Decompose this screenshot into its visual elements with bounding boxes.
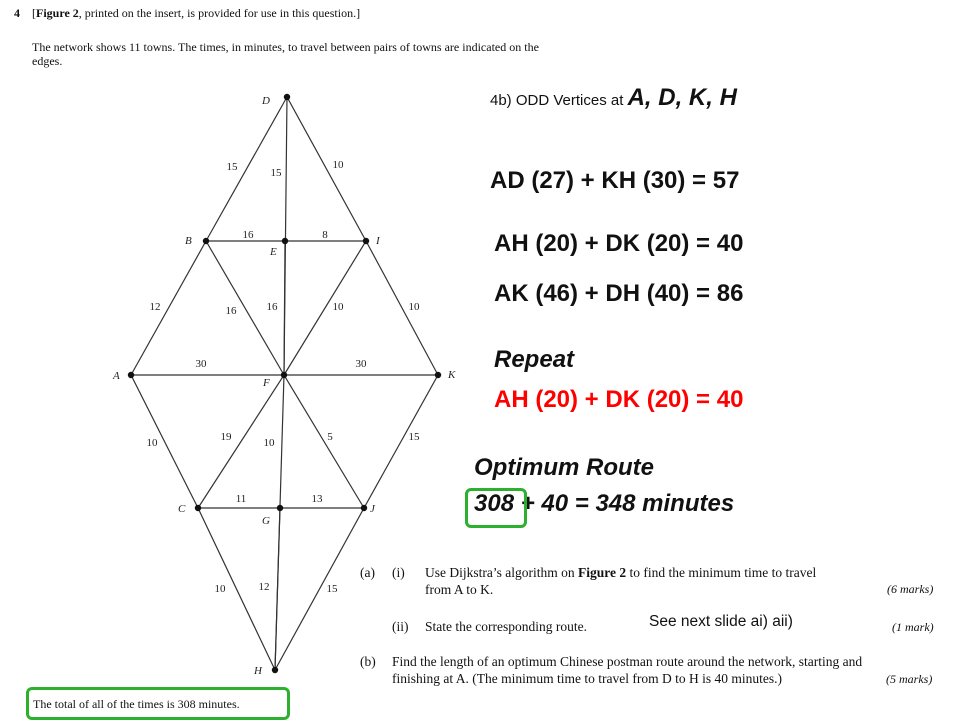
edge-weight-c-g: 11 [235, 493, 247, 505]
edge-e-f [284, 241, 285, 375]
optimum-route-label: Optimum Route [474, 454, 654, 481]
edge-weight-b-f: 16 [225, 305, 237, 317]
odd-vertices-line [490, 84, 737, 112]
edge-j-h [275, 508, 364, 670]
node-e [282, 238, 288, 244]
edge-i-k [366, 241, 438, 375]
part-b-text-1: Find the length of an optimum Chinese postman route around the network, starting and [392, 654, 863, 669]
repeat-label: Repeat [494, 346, 575, 373]
node-b [203, 238, 209, 244]
odd-vertices-list: A, D, K, H [627, 84, 737, 111]
edge-weight-d-b: 15 [226, 161, 238, 173]
node-i [363, 238, 369, 244]
edge-weight-f-j: 5 [327, 431, 333, 443]
total-note-highlight-box [26, 687, 290, 720]
edge-weight-b-e: 16 [242, 229, 254, 241]
edge-g-h [275, 508, 280, 670]
part-ai-figure-ref: Figure 2 [577, 565, 627, 580]
part-aii-text: State the corresponding route. [425, 619, 587, 634]
part-ai-label: (i) [392, 565, 405, 580]
node-d [284, 94, 290, 100]
repeat-pairing: AH (20) + DK (20) = 40 [494, 386, 744, 413]
edge-weight-j-h: 15 [326, 583, 338, 595]
edge-weight-f-h: 10 [263, 437, 275, 449]
edge-weight-d-i: 10 [332, 159, 344, 171]
node-label-g: G [262, 515, 270, 527]
pairing-1: AD (27) + KH (30) = 57 [490, 167, 740, 194]
total-times-note: The total of all of the times is 308 minutes. [33, 697, 240, 711]
part-ai-marks: (6 marks) [887, 582, 934, 596]
header-rest: , printed on the insert, is provided for use in this question.] [78, 6, 361, 20]
edge-weight-g-j: 13 [311, 493, 323, 505]
header-prefix: [ [32, 6, 36, 20]
optimum-rest: + 40 = 348 minutes [514, 490, 735, 517]
node-label-f: F [263, 377, 270, 389]
optimum-total: 308 [474, 490, 515, 517]
node-label-a: A [113, 370, 120, 382]
edge-f-j [284, 375, 364, 508]
part-b-marks: (5 marks) [886, 672, 933, 686]
edge-weight-i-k: 10 [408, 301, 420, 313]
edge-k-j [364, 375, 438, 508]
node-label-i: I [376, 235, 380, 247]
node-j [361, 505, 367, 511]
part-aii-marks: (1 mark) [892, 620, 934, 634]
edge-d-i [287, 97, 366, 241]
part-ai-text [425, 565, 816, 581]
edge-weight-a-f: 30 [195, 358, 207, 370]
edge-weight-f-c: 19 [220, 431, 232, 443]
part-ai-text-3: from A to K. [425, 582, 494, 597]
node-h [272, 667, 278, 673]
part-ai-text-1: Use Dijkstra’s algorithm on [425, 565, 578, 580]
total-highlight-box [465, 488, 527, 528]
node-label-d: D [262, 95, 270, 107]
edge-weight-e-i: 8 [322, 229, 328, 241]
pairing-2: AH (20) + DK (20) = 40 [494, 230, 744, 257]
node-label-b: B [185, 235, 192, 247]
node-k [435, 372, 441, 378]
node-c [195, 505, 201, 511]
part-a-label: (a) [360, 565, 375, 580]
part-aii-label: (ii) [392, 619, 409, 634]
odd-vertices-prefix: 4b) ODD Vertices at [490, 92, 628, 109]
part-ai-text-2: to find the minimum time to travel [626, 565, 817, 580]
part-b-text-2: finishing at A. (The minimum time to travel from D to H is 40 minutes.) [392, 671, 782, 686]
edge-weight-e-f: 16 [266, 301, 278, 313]
edge-weight-b-a: 12 [149, 301, 161, 313]
header-figure-ref: Figure 2 [36, 6, 79, 20]
edge-weight-i-f: 10 [332, 301, 344, 313]
node-label-k: K [448, 369, 456, 381]
node-label-e: E [270, 246, 277, 258]
edge-weight-a-c: 10 [146, 437, 158, 449]
pairing-3: AK (46) + DH (40) = 86 [494, 280, 744, 307]
node-label-c: C [178, 503, 186, 515]
node-g [277, 505, 283, 511]
node-label-j: J [370, 503, 375, 515]
edge-i-f [284, 241, 366, 375]
edge-weight-f-k: 30 [355, 358, 367, 370]
edge-weight-c-h: 10 [214, 583, 226, 595]
edge-weight-d-f: 15 [270, 167, 282, 179]
question-number: 4 [14, 6, 20, 20]
edge-b-a [131, 241, 206, 375]
question-intro: The network shows 11 towns. The times, in minutes, to travel between pairs of towns are indicated on the edges. [32, 40, 539, 68]
edge-weight-k-j: 15 [408, 431, 420, 443]
node-f [281, 372, 287, 378]
node-a [128, 372, 134, 378]
edge-a-c [131, 375, 198, 508]
edge-weight-g-h: 12 [258, 581, 270, 593]
part-b-label: (b) [360, 654, 376, 669]
node-label-h: H [254, 665, 262, 677]
see-next-slide: See next slide ai) aii) [649, 613, 793, 630]
